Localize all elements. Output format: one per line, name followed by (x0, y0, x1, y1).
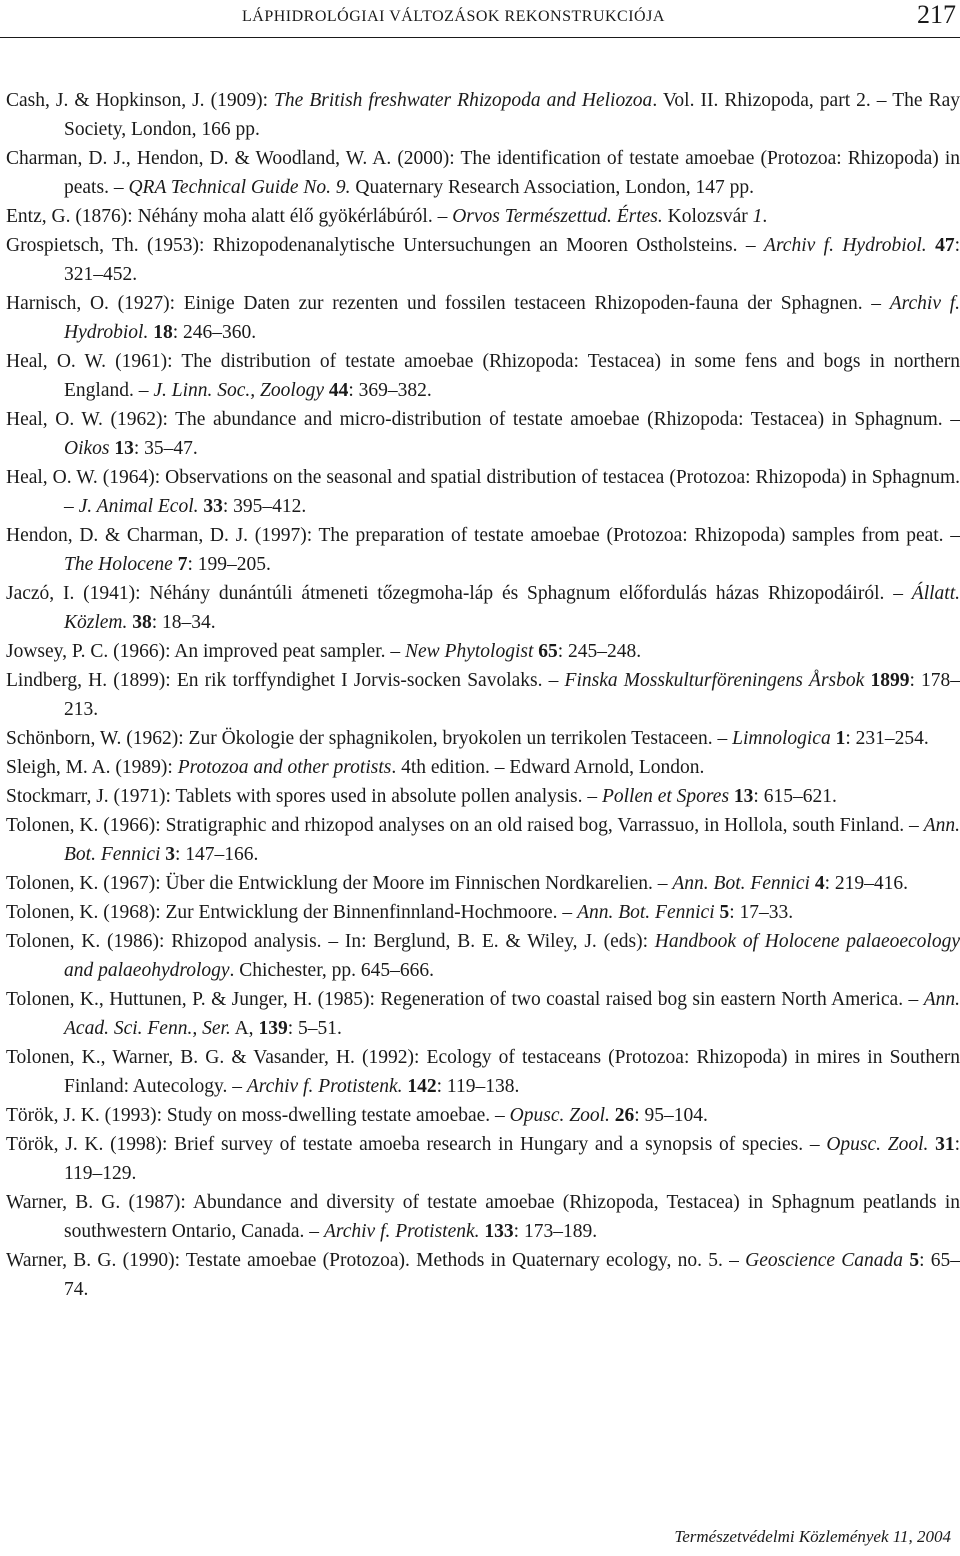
reference-text: Ann. Bot. Fennici (577, 902, 715, 923)
reference-text: 31 (935, 1134, 955, 1155)
reference-text: Orvos Természettud. Értes. (452, 206, 663, 227)
reference-text: Oikos (64, 438, 110, 459)
reference-entry (6, 985, 960, 1043)
reference-entry (6, 347, 960, 405)
reference-text: J. Linn. Soc., Zoology (153, 380, 324, 401)
reference-text: : 119–138. (436, 1076, 520, 1097)
reference-text: Hendon, D. & Charman, D. J. (1997): The preparation of testate amoebae (Protozoa: Rhizopoda) samples from peat. – (6, 525, 960, 546)
reference-text: . (762, 206, 768, 227)
reference-text: New Phytologist (405, 641, 534, 662)
reference-text: : 173–189. (513, 1221, 598, 1242)
reference-text: A, (230, 1018, 259, 1039)
reference-text: Sleigh, M. A. (1989): (6, 757, 178, 778)
reference-entry (6, 521, 960, 579)
reference-text: Handbook of Holocene palaeoecology and palaeohydrology (64, 931, 960, 981)
reference-text: 5 (909, 1250, 920, 1271)
reference-text: : 65–74. (64, 1250, 960, 1300)
reference-text: 4 (814, 873, 825, 894)
reference-text: : 246–360. (172, 322, 257, 343)
reference-text: : 178–213. (64, 670, 960, 720)
reference-text: 7 (177, 554, 188, 575)
page-number: 217 (917, 0, 956, 29)
reference-text: 18 (153, 322, 173, 343)
reference-text: Charman, D. J., Hendon, D. & Woodland, W. A. (2000): The identification of testate amoebae (Protozoa: Rhizopoda) in peats. – (6, 148, 960, 198)
reference-text: Harnisch, O. (1927): Einige Daten zur rezenten und fossilen testaceen Rhizopoden-fauna der Sphagnen. – (6, 293, 890, 314)
reference-text: 5 (719, 902, 730, 923)
reference-entry (6, 579, 960, 637)
reference-text: Finska Mosskulturföreningens Årsbok (564, 670, 865, 691)
reference-text: Tolonen, K. (1968): Zur Entwicklung der Binnenfinnland-Hochmoore. – (6, 902, 578, 923)
reference-entry (6, 1188, 960, 1246)
reference-text: 133 (484, 1221, 514, 1242)
reference-text: . Vol. II. Rhizopoda, part 2. – The Ray Society, London, 166 pp. (64, 90, 960, 140)
reference-text: Grospietsch, Th. (1953): Rhizopodenanalytische Untersuchungen an Mooren Ostholsteins. – (6, 235, 765, 256)
reference-text: 65 (538, 641, 558, 662)
reference-entry (6, 811, 960, 869)
reference-text: Cash, J. & Hopkinson, J. (1909): (6, 90, 275, 111)
reference-text: 38 (132, 612, 152, 633)
reference-text: J. Animal Ecol. (78, 496, 199, 517)
reference-text: : 395–412. (222, 496, 307, 517)
reference-text: : 18–34. (151, 612, 216, 633)
reference-text: Tolonen, K., Huttunen, P. & Junger, H. (1985): Regeneration of two coastal raised bog sin eastern North America. – (6, 989, 924, 1010)
reference-text: Tolonen, K. (1986): Rhizopod analysis. – In: Berglund, B. E. & Wiley, J. (eds): (6, 931, 655, 952)
reference-text: Archiv f. Hydrobiol. (64, 293, 960, 343)
reference-text: Archiv f. Protistenk. (246, 1076, 403, 1097)
reference-entry (6, 144, 960, 202)
reference-text: Ann. Acad. Sci. Fenn., Ser. (64, 989, 960, 1039)
running-header (0, 0, 960, 30)
reference-entry (6, 405, 960, 463)
reference-text: QRA Technical Guide No. 9. (128, 177, 351, 198)
reference-text: Kolozsvár (662, 206, 753, 227)
reference-text: Warner, B. G. (1990): Testate amoebae (Protozoa). Methods in Quaternary ecology, no. 5. – (6, 1250, 746, 1271)
reference-text: Heal, O. W. (1962): The abundance and micro-distribution of testate amoebae (Rhizopoda: Testacea) in Sphagnum. – (6, 409, 960, 430)
reference-text: Heal, O. W. (1964): Observations on the seasonal and spatial distribution of testacea (Protozoa: Rhizopoda) in Sphagnum. – (6, 467, 960, 517)
reference-text: Schönborn, W. (1962): Zur Ökologie der sphagnikolen, bryokolen un terrikolen Testaceen. – (6, 728, 733, 749)
reference-text: Archiv f. Protistenk. (323, 1221, 480, 1242)
reference-entry (6, 637, 960, 666)
reference-entry (6, 1130, 960, 1188)
reference-text (927, 235, 935, 256)
reference-text: : 95–104. (634, 1105, 708, 1126)
reference-text: 13 (114, 438, 134, 459)
reference-text: Lindberg, H. (1899): En rik torffyndighet I Jorvis-socken Savolaks. – (6, 670, 565, 691)
reference-entry (6, 724, 960, 753)
reference-text: : 119–129. (64, 1134, 960, 1184)
reference-text: : 199–205. (187, 554, 271, 575)
reference-text: 3 (165, 844, 176, 865)
reference-text: 33 (203, 496, 223, 517)
reference-text: Warner, B. G. (1987): Abundance and diversity of testate amoebae (Rhizopoda, Testacea) in Sphagnum peatlands in southwestern Ontario, Canada. – (6, 1192, 960, 1242)
reference-text: 1 (752, 206, 763, 227)
reference-text: 47 (935, 235, 955, 256)
reference-text: Opusc. Zool. (509, 1105, 610, 1126)
reference-entry (6, 666, 960, 724)
reference-text: The British freshwater Rhizopoda and Heliozoa (274, 90, 653, 111)
header-rule (0, 37, 960, 38)
reference-text: 13 (733, 786, 754, 807)
reference-text: Török, J. K. (1998): Brief survey of testate amoeba research in Hungary and a synopsis of species. – (6, 1134, 827, 1155)
reference-entry (6, 927, 960, 985)
reference-text: Stockmarr, J. (1971): Tablets with spores used in absolute pollen analysis. – (6, 786, 602, 807)
reference-text: 1899 (870, 670, 910, 691)
reference-text: Geoscience Canada (745, 1250, 904, 1271)
reference-text: Archiv f. Hydrobiol. (764, 235, 927, 256)
reference-text: Török, J. K. (1993): Study on moss-dwelling testate amoebae. – (6, 1105, 510, 1126)
reference-text: Ann. Bot. Fennici (672, 873, 810, 894)
reference-text: : 615–621. (753, 786, 837, 807)
reference-text: . 4th edition. – Edward Arnold, London. (391, 757, 705, 778)
reference-text: Ann. Bot. Fennici (64, 815, 960, 865)
reference-entry (6, 1043, 960, 1101)
reference-text: 139 (258, 1018, 288, 1039)
reference-entry (6, 1101, 960, 1130)
reference-text: . Chichester, pp. 645–666. (229, 960, 435, 981)
reference-entry (6, 289, 960, 347)
reference-list (6, 86, 960, 1304)
reference-entry (6, 1246, 960, 1304)
reference-entry (6, 898, 960, 927)
reference-text: : 219–416. (824, 873, 908, 894)
reference-text: : 35–47. (133, 438, 198, 459)
page-footer (674, 1527, 951, 1547)
reference-text: 26 (614, 1105, 635, 1126)
reference-text: Tolonen, K., Warner, B. G. & Vasander, H. (1992): Ecology of testaceans (Protozoa: Rhizopoda) in mires in Southern Finland: Autecology. – (6, 1047, 960, 1097)
reference-text: : 17–33. (729, 902, 794, 923)
reference-text: 142 (407, 1076, 437, 1097)
reference-text: : 369–382. (348, 380, 432, 401)
reference-text: : 245–248. (557, 641, 642, 662)
reference-text: The Holocene (64, 554, 173, 575)
reference-entry (6, 231, 960, 289)
reference-text: Pollen et Spores (601, 786, 730, 807)
reference-text: : 147–166. (175, 844, 259, 865)
reference-text: Entz, G. (1876): Néhány moha alatt élő gyökérlábúról. – (6, 206, 453, 227)
reference-text: Protozoa and other protists (177, 757, 392, 778)
reference-text: : 231–254. (845, 728, 929, 749)
reference-text: Quaternary Research Association, London, 147 pp. (350, 177, 754, 198)
reference-entry (6, 463, 960, 521)
running-title: LÁPHIDROLÓGIAI VÁLTOZÁSOK REKONSTRUKCIÓJA (242, 8, 665, 25)
reference-text: Limnologica (732, 728, 831, 749)
reference-entry (6, 202, 960, 231)
reference-text: Jowsey, P. C. (1966): An improved peat sampler. – (6, 641, 405, 662)
reference-text: : 5–51. (287, 1018, 342, 1039)
reference-text: Tolonen, K. (1967): Über die Entwicklung der Moore im Finnischen Nordkarelien. – (6, 873, 673, 894)
reference-text: 44 (328, 380, 349, 401)
reference-entry (6, 753, 960, 782)
reference-text: Tolonen, K. (1966): Stratigraphic and rhizopod analyses on an old raised bog, Varrassuo, in Hollola, south Finland. – (6, 815, 924, 836)
journal-footer: Természetvédelmi Közlemények 11, 2004 (674, 1527, 951, 1546)
reference-entry (6, 782, 960, 811)
reference-text: Heal, O. W. (1961): The distribution of testate amoebae (Rhizopoda: Testacea) in some fens and bogs in northern England. – (6, 351, 960, 401)
reference-entry (6, 86, 960, 144)
reference-entry (6, 869, 960, 898)
reference-text: : 321–452. (64, 235, 960, 285)
reference-text: Jaczó, I. (1941): Néhány dunántúli átmeneti tőzegmoha-láp és Sphagnum előfordulás házas Rhizopodáiról. – (6, 583, 912, 604)
reference-text: 1 (835, 728, 846, 749)
reference-text: Állatt. Közlem. (64, 583, 960, 633)
reference-text: Opusc. Zool. (826, 1134, 929, 1155)
